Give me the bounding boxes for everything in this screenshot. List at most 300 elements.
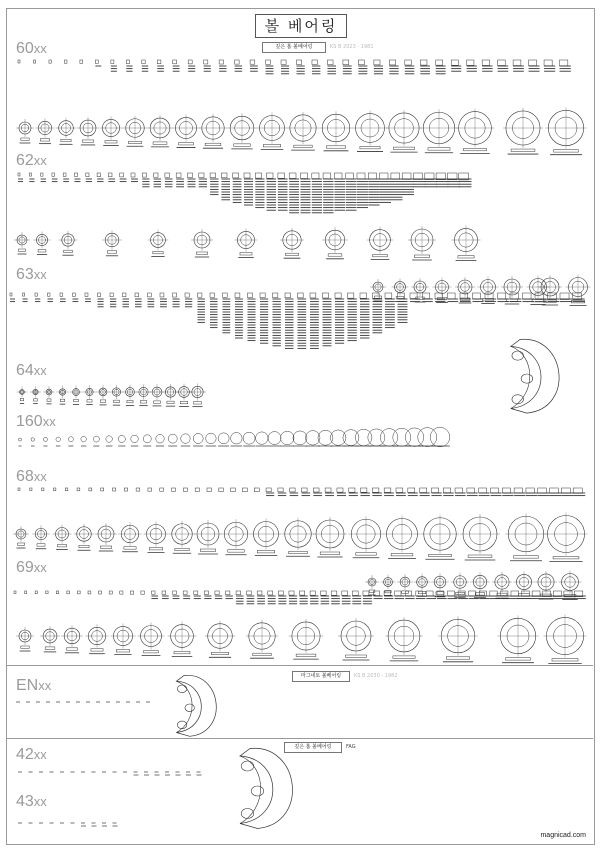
bearing-side-view bbox=[242, 488, 247, 492]
bearing-side-view bbox=[49, 60, 51, 63]
bearing-side-view bbox=[204, 60, 208, 64]
bearing-side-view bbox=[131, 173, 135, 177]
bearing-side-view bbox=[219, 488, 224, 492]
bearing-side-view bbox=[479, 591, 486, 596]
cutaway-bearing-icon-inner bbox=[176, 681, 192, 732]
bearing-side-view bbox=[154, 173, 158, 177]
bearing-side-view bbox=[278, 488, 283, 492]
bearing-side-view bbox=[109, 591, 112, 594]
bearing-side-view bbox=[97, 173, 100, 177]
bearing-front-view bbox=[256, 432, 269, 445]
bearing-side-view bbox=[141, 591, 144, 594]
bearing-width-view bbox=[375, 296, 382, 298]
bearing-width-view bbox=[180, 401, 188, 403]
bearing-front-view bbox=[19, 438, 22, 441]
bearing-side-view bbox=[46, 591, 48, 594]
bearing-width-view bbox=[468, 555, 492, 557]
bearing-side-view bbox=[266, 60, 271, 64]
bearing-side-view bbox=[342, 591, 348, 595]
bearing-side-view bbox=[255, 173, 261, 178]
section-tag-deep-groove: 깊은 홈 볼베어링 bbox=[262, 42, 326, 53]
bearing-side-view bbox=[482, 60, 489, 65]
bearing-side-view bbox=[372, 488, 379, 492]
bearing-side-view bbox=[165, 173, 170, 177]
bearing-side-view bbox=[414, 173, 423, 180]
bearing-side-view bbox=[64, 60, 67, 63]
bearing-side-view bbox=[10, 293, 12, 296]
bearing-side-view bbox=[310, 591, 315, 595]
bearing-side-view bbox=[85, 293, 88, 296]
bearing-width-view bbox=[60, 399, 64, 401]
bearing-width-view bbox=[356, 553, 377, 555]
bearing-side-view bbox=[431, 488, 438, 493]
bearing-side-view bbox=[405, 60, 412, 65]
bearing-width-view bbox=[286, 253, 299, 255]
bearing-width-view bbox=[360, 146, 380, 148]
bearing-side-view bbox=[113, 488, 116, 491]
bearing-side-view bbox=[219, 60, 223, 64]
bearing-side-view bbox=[278, 591, 283, 595]
bearing-side-view bbox=[29, 173, 31, 176]
bearing-width-view bbox=[19, 249, 26, 251]
bearing-width-view bbox=[107, 251, 117, 253]
bearing-side-view bbox=[183, 591, 187, 594]
bearing-side-view bbox=[334, 173, 342, 179]
bearing-width-view bbox=[74, 399, 79, 401]
bearing-side-view bbox=[455, 488, 463, 493]
bearing-width-view bbox=[153, 251, 163, 253]
bearing-side-view bbox=[479, 488, 487, 493]
bearing-side-view bbox=[420, 488, 427, 493]
cutaway-bearing-icon-inner bbox=[240, 756, 261, 824]
bearing-side-view bbox=[467, 488, 475, 493]
bearing-side-view bbox=[561, 488, 570, 493]
bearing-side-view bbox=[35, 591, 37, 594]
bearing-front-view bbox=[268, 432, 281, 445]
bearing-front-view bbox=[405, 428, 424, 447]
bearing-width-view bbox=[429, 554, 452, 556]
ball-icon bbox=[521, 374, 533, 383]
bearing-width-view bbox=[174, 651, 190, 653]
bearing-side-view bbox=[108, 173, 112, 177]
bearing-side-view bbox=[250, 60, 255, 64]
bearing-side-view bbox=[410, 293, 417, 299]
bearing-side-view bbox=[172, 488, 176, 491]
ball-icon bbox=[177, 685, 187, 693]
bearing-side-view bbox=[52, 173, 55, 176]
bearing-side-view bbox=[491, 488, 499, 493]
bearing-side-view bbox=[408, 488, 415, 492]
bearing-width-view bbox=[105, 141, 117, 143]
bearing-side-view bbox=[130, 591, 133, 594]
series-label-62: 62xx bbox=[16, 152, 47, 169]
bearing-front-view bbox=[293, 431, 307, 445]
bearing-side-view bbox=[89, 488, 92, 491]
bearing-width-view bbox=[154, 401, 161, 403]
bearing-width-view bbox=[458, 256, 474, 258]
bearing-front-view bbox=[68, 437, 73, 442]
bearing-front-view bbox=[430, 427, 450, 447]
bearing-width-view bbox=[61, 139, 71, 141]
bearing-side-view bbox=[523, 293, 532, 299]
bearing-side-view bbox=[148, 293, 152, 297]
bearing-front-view bbox=[93, 436, 99, 442]
bearing-width-view bbox=[194, 402, 202, 404]
bearing-width-view bbox=[40, 139, 49, 141]
bearing-side-view bbox=[247, 591, 252, 595]
bearing-side-view bbox=[423, 293, 430, 299]
bearing-side-view bbox=[260, 293, 265, 298]
bearing-side-view bbox=[448, 293, 456, 299]
bearing-side-view bbox=[53, 488, 55, 491]
bearing-side-view bbox=[160, 293, 164, 297]
bearing-side-view bbox=[67, 591, 70, 594]
bearing-side-view bbox=[357, 173, 365, 179]
bearing-width-view bbox=[200, 549, 215, 551]
bearing-side-view bbox=[195, 488, 199, 491]
bearing-side-view bbox=[223, 293, 228, 297]
bearing-side-view bbox=[358, 60, 364, 65]
bearing-side-view bbox=[529, 60, 537, 66]
bearing-side-view bbox=[126, 60, 129, 64]
bearing-side-view bbox=[513, 60, 521, 66]
bearing-side-view bbox=[142, 60, 145, 64]
bearing-side-view bbox=[416, 591, 423, 596]
bearing-side-view bbox=[185, 293, 189, 297]
bearing-side-view bbox=[396, 488, 403, 492]
ball-icon bbox=[251, 786, 264, 796]
bearing-side-view bbox=[77, 591, 80, 594]
bearing-side-view bbox=[63, 173, 66, 176]
bearing-side-view bbox=[35, 293, 37, 296]
bearing-front-view bbox=[343, 430, 359, 446]
bearing-side-view bbox=[469, 591, 476, 596]
bearing-width-view bbox=[328, 254, 342, 256]
bearing-side-view bbox=[323, 293, 329, 298]
bearing-width-view bbox=[67, 648, 78, 650]
bearing-side-view bbox=[331, 591, 337, 595]
bearing-width-view bbox=[57, 545, 66, 547]
bearing-side-view bbox=[88, 591, 91, 594]
bearing-side-view bbox=[225, 591, 229, 595]
series-label-160: 160xx bbox=[16, 413, 56, 430]
bearing-side-view bbox=[221, 173, 227, 178]
drawing-title: 볼 베어링 bbox=[255, 14, 347, 38]
bearing-side-view bbox=[254, 488, 259, 492]
section-standard-deep-groove: KS B 2023 - 1981 bbox=[330, 44, 374, 50]
bearing-side-view bbox=[560, 60, 568, 66]
bearing-width-view bbox=[511, 149, 535, 151]
bearing-width-view bbox=[257, 551, 275, 553]
bearing-side-view bbox=[204, 591, 208, 595]
bearing-side-view bbox=[162, 591, 166, 594]
bearing-side-view bbox=[289, 173, 296, 178]
bearing-width-view bbox=[45, 647, 55, 649]
bearing-side-view bbox=[448, 591, 455, 596]
bearing-side-view bbox=[297, 60, 302, 64]
ball-icon bbox=[185, 704, 195, 712]
series-label-en: ENxx bbox=[16, 677, 52, 694]
bearing-width-view bbox=[456, 592, 465, 594]
bearing-side-view bbox=[300, 591, 305, 595]
bearing-width-view bbox=[294, 145, 312, 147]
bearing-width-view bbox=[428, 148, 450, 150]
bearing-side-view bbox=[142, 173, 146, 177]
bearing-front-view bbox=[31, 438, 35, 442]
bearing-side-view bbox=[135, 293, 139, 297]
bearing-side-view bbox=[244, 173, 250, 178]
bearing-side-view bbox=[215, 591, 219, 595]
bearing-side-view bbox=[48, 293, 50, 296]
bearing-side-view bbox=[267, 173, 273, 178]
bearing-side-view bbox=[426, 591, 433, 596]
bearing-width-view bbox=[127, 400, 133, 402]
bearing-front-view bbox=[118, 435, 125, 442]
bearing-side-view bbox=[56, 591, 58, 594]
bearing-side-view bbox=[290, 488, 295, 492]
bearing-side-view bbox=[323, 173, 330, 179]
bearing-front-view bbox=[81, 436, 87, 442]
bearing-width-view bbox=[82, 140, 93, 142]
bearing-front-view bbox=[181, 434, 191, 444]
bearing-side-view bbox=[473, 293, 481, 299]
bearing-side-view bbox=[198, 293, 202, 297]
bearing-width-view bbox=[228, 550, 244, 552]
bearing-width-view bbox=[179, 143, 194, 145]
bearing-side-view bbox=[42, 488, 44, 491]
credit-text: magnicad.com bbox=[540, 832, 586, 839]
bearing-side-view bbox=[467, 60, 474, 65]
bearing-side-view bbox=[199, 173, 204, 178]
bearing-side-view bbox=[207, 488, 211, 491]
bearing-side-view bbox=[266, 488, 271, 492]
bearing-side-view bbox=[157, 60, 161, 64]
series-label-63: 63xx bbox=[16, 266, 47, 283]
bearing-width-view bbox=[393, 656, 415, 658]
bearing-width-view bbox=[167, 401, 174, 403]
bearing-side-view bbox=[80, 60, 83, 63]
bearing-front-view bbox=[193, 434, 203, 444]
bearing-width-view bbox=[552, 659, 578, 661]
bearing-side-view bbox=[111, 60, 114, 63]
bearing-side-view bbox=[30, 488, 32, 491]
bearing-width-view bbox=[129, 141, 142, 143]
bearing-width-view bbox=[553, 557, 579, 559]
bearing-side-view bbox=[210, 293, 215, 297]
bearing-side-view bbox=[73, 293, 76, 296]
bearing-side-view bbox=[173, 293, 177, 297]
bearing-side-view bbox=[510, 293, 518, 299]
bearing-width-view bbox=[205, 143, 221, 145]
bearing-width-view bbox=[20, 398, 23, 400]
bearing-width-view bbox=[38, 250, 46, 252]
bearing-width-view bbox=[91, 649, 103, 651]
bearing-width-view bbox=[289, 551, 308, 553]
bearing-side-view bbox=[313, 488, 319, 492]
bearing-side-view bbox=[380, 173, 388, 179]
bearing-side-view bbox=[235, 293, 240, 297]
bearing-side-view bbox=[352, 591, 358, 595]
bearing-width-view bbox=[554, 150, 579, 152]
bearing-side-view bbox=[349, 488, 355, 492]
bearing-side-view bbox=[420, 60, 427, 65]
bearing-front-view bbox=[243, 432, 255, 444]
series-label-42: 42xx bbox=[16, 746, 47, 763]
bearing-side-view bbox=[176, 173, 181, 177]
bearing-front-view bbox=[355, 429, 372, 446]
bearing-side-view bbox=[325, 488, 331, 492]
bearing-side-view bbox=[14, 591, 16, 594]
bearing-side-view bbox=[289, 591, 294, 595]
ball-icon bbox=[241, 761, 254, 771]
bearing-width-view bbox=[475, 593, 484, 595]
bearing-width-view bbox=[464, 148, 487, 150]
bearing-side-view bbox=[302, 488, 308, 492]
bearing-side-view bbox=[550, 488, 559, 493]
bearing-side-view bbox=[151, 591, 155, 594]
bearing-side-view bbox=[210, 173, 215, 178]
bearing-side-view bbox=[235, 60, 240, 64]
bearing-side-view bbox=[173, 60, 177, 64]
bearing-width-view bbox=[320, 552, 340, 554]
cutaway-bearing-icon-inner bbox=[511, 346, 530, 408]
bearing-side-view bbox=[65, 488, 68, 491]
bearing-width-view bbox=[373, 254, 388, 256]
bearing-side-view bbox=[95, 60, 98, 63]
bearing-front-view bbox=[206, 433, 217, 444]
bearing-side-view bbox=[281, 60, 286, 64]
bearing-side-view bbox=[402, 173, 411, 179]
bearing-side-view bbox=[435, 293, 442, 299]
bearing-side-view bbox=[99, 591, 102, 594]
bearing-width-view bbox=[506, 658, 531, 660]
bearing-side-view bbox=[502, 488, 510, 493]
bearing-front-view bbox=[418, 428, 437, 447]
bearing-side-view bbox=[23, 293, 25, 296]
bearing-side-view bbox=[33, 60, 35, 63]
bearing-width-view bbox=[149, 548, 162, 550]
bearing-side-view bbox=[110, 293, 113, 297]
bearing-side-view bbox=[278, 173, 285, 178]
bearing-side-view bbox=[436, 60, 443, 65]
bearing-front-view bbox=[168, 434, 177, 443]
bearing-side-view bbox=[346, 173, 354, 179]
series-label-60: 60xx bbox=[16, 40, 47, 57]
bearing-side-view bbox=[18, 488, 20, 491]
bearing-side-view bbox=[363, 591, 369, 595]
bearing-width-view bbox=[114, 400, 120, 402]
bearing-width-view bbox=[79, 545, 89, 547]
bearing-front-view bbox=[281, 431, 295, 445]
bearing-side-view bbox=[348, 293, 354, 298]
series-label-69: 69xx bbox=[16, 559, 47, 576]
bearing-front-view bbox=[43, 437, 47, 441]
bearing-side-view bbox=[337, 488, 343, 492]
bearing-side-view bbox=[188, 60, 192, 64]
bearing-side-view bbox=[458, 591, 465, 596]
bearing-side-view bbox=[310, 293, 316, 298]
section-tag-deep-groove-fag: 깊은 홈 볼베어링 bbox=[284, 742, 342, 753]
bearing-side-view bbox=[301, 173, 308, 179]
bearing-side-view bbox=[327, 60, 333, 65]
bearing-front-view bbox=[106, 436, 113, 443]
bearing-side-view bbox=[391, 173, 400, 179]
bearing-side-view bbox=[560, 293, 569, 300]
bearing-width-view bbox=[346, 655, 367, 657]
bearing-side-view bbox=[395, 591, 401, 596]
bearing-front-view bbox=[131, 435, 139, 443]
bearing-side-view bbox=[60, 293, 63, 296]
bearing-side-view bbox=[236, 591, 241, 595]
bearing-width-view bbox=[47, 399, 51, 401]
bearing-side-view bbox=[511, 591, 519, 596]
bearing-side-view bbox=[514, 488, 522, 493]
bearing-side-view bbox=[183, 488, 187, 491]
bearing-side-view bbox=[233, 173, 239, 178]
bearing-width-view bbox=[18, 543, 25, 545]
section-tag-magneto: 마그네토 볼베어링 bbox=[292, 671, 350, 682]
bearing-width-view bbox=[326, 146, 345, 148]
bearing-width-view bbox=[446, 657, 470, 659]
bearing-side-view bbox=[368, 173, 376, 179]
bearing-side-view bbox=[360, 293, 366, 298]
bearing-side-view bbox=[248, 293, 253, 298]
bearing-width-view bbox=[497, 593, 507, 595]
bearing-front-view bbox=[143, 435, 151, 443]
bearing-width-view bbox=[393, 147, 414, 149]
bearing-width-view bbox=[514, 556, 539, 558]
bearing-side-view bbox=[148, 488, 152, 491]
series-label-43: 43xx bbox=[16, 793, 47, 810]
series-label-68: 68xx bbox=[16, 468, 47, 485]
bearing-width-view bbox=[391, 554, 413, 556]
bearing-side-view bbox=[298, 293, 304, 298]
bearing-width-view bbox=[253, 653, 271, 655]
bearing-side-view bbox=[41, 173, 43, 176]
bearing-side-view bbox=[136, 488, 140, 491]
bearing-side-view bbox=[312, 60, 317, 65]
bearing-width-view bbox=[34, 399, 38, 401]
bearing-side-view bbox=[18, 60, 20, 63]
bearing-side-view bbox=[385, 293, 392, 298]
bearing-width-view bbox=[240, 253, 252, 255]
bearing-front-view bbox=[231, 433, 243, 445]
bearing-side-view bbox=[160, 488, 164, 491]
ball-icon bbox=[512, 351, 524, 360]
bearing-side-view bbox=[120, 173, 124, 177]
bearing-width-view bbox=[37, 544, 45, 546]
bearing-side-view bbox=[101, 488, 104, 491]
bearing-width-view bbox=[116, 650, 129, 652]
bearing-side-view bbox=[312, 173, 319, 179]
bearing-side-view bbox=[526, 488, 534, 493]
series-label-64: 64xx bbox=[16, 362, 47, 379]
bearing-side-view bbox=[498, 60, 506, 65]
section-standard-magneto: KS B 2030 - 1982 bbox=[354, 673, 398, 679]
bearing-side-view bbox=[384, 488, 391, 492]
bearing-side-view bbox=[18, 173, 20, 176]
bearing-side-view bbox=[188, 173, 193, 178]
bearing-width-view bbox=[64, 250, 73, 252]
bearing-width-view bbox=[414, 255, 429, 257]
bearing-width-view bbox=[100, 400, 105, 402]
bearing-side-view bbox=[398, 293, 405, 298]
bearing-width-view bbox=[153, 142, 167, 144]
bearing-side-view bbox=[490, 591, 497, 596]
bearing-width-view bbox=[144, 651, 159, 653]
bearing-side-view bbox=[77, 488, 80, 491]
bearing-width-view bbox=[418, 591, 425, 593]
